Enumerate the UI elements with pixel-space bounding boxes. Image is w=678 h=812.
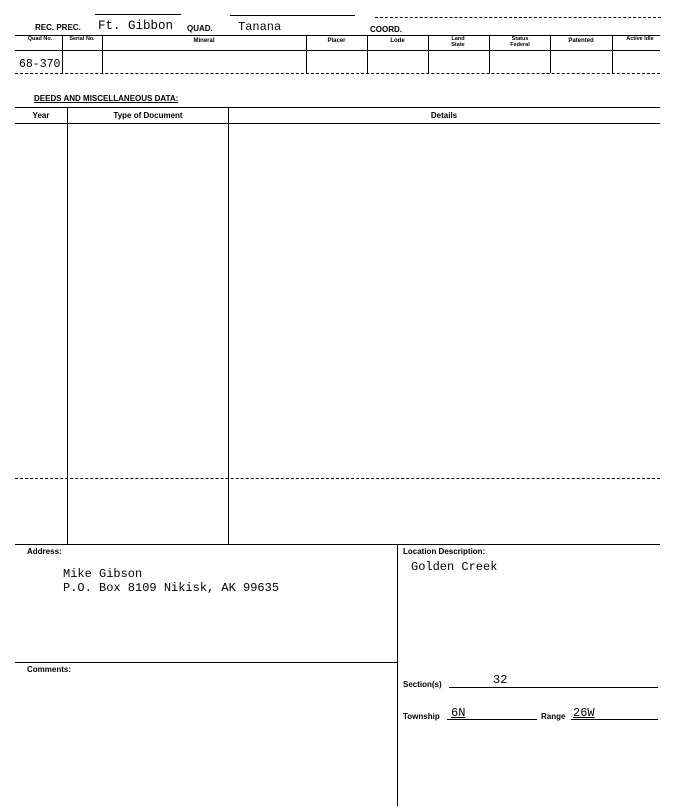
sections-value: 32 [493, 673, 508, 687]
address-line2: P.O. Box 8109 Nikisk, AK 99635 [63, 581, 280, 595]
quad-overline [230, 15, 355, 16]
range-value: 26W [573, 706, 595, 720]
quad-value: Tanana [238, 20, 282, 34]
col-quad-no: Quad No. [27, 36, 53, 42]
col-sep [62, 35, 63, 73]
address-line1: Mike Gibson [63, 567, 143, 581]
rec-prec-label: REC. PREC. [35, 23, 81, 32]
col-sep [102, 35, 103, 73]
col-sep [428, 35, 429, 73]
col-details: Details [430, 111, 458, 120]
rec-prec-value: Ft. Gibbon [98, 19, 174, 33]
bottom-area-top [15, 544, 660, 545]
deeds-header-bottom [15, 123, 660, 124]
comments-top [15, 662, 397, 663]
township-value: 6N [451, 706, 466, 720]
range-label: Range [541, 712, 566, 721]
location-value: Golden Creek [411, 560, 498, 574]
col-year: Year [32, 111, 50, 120]
township-label: Township [403, 712, 440, 721]
col-serial-no: Serial No. [69, 36, 95, 42]
col-lode: Lode [390, 38, 405, 44]
col-patented: Patented [568, 38, 594, 44]
quad-label: QUAD. [187, 24, 213, 33]
sections-label: Section(s) [403, 680, 442, 689]
mineral-table-bottom [15, 73, 660, 74]
sections-underline [449, 687, 658, 688]
col-mineral: Mineral [193, 38, 215, 44]
col-sep [612, 35, 613, 73]
mineral-table-top [15, 35, 660, 36]
address-label: Address: [27, 547, 62, 556]
col-sep [489, 35, 490, 73]
deeds-dashed-divider [15, 478, 660, 479]
bottom-vertical-divider [397, 544, 398, 806]
col-land-state: Land State [451, 36, 465, 48]
coord-label: COORD. [370, 25, 402, 34]
deeds-table-top [15, 107, 660, 108]
rec-prec-overline [95, 14, 181, 15]
col-status-federal: Status Federal [510, 36, 530, 48]
deeds-title: DEEDS AND MISCELLANEOUS DATA: [34, 94, 179, 103]
col-sep [367, 35, 368, 73]
col-sep [550, 35, 551, 73]
location-label: Location Description: [403, 547, 486, 556]
col-sep [306, 35, 307, 73]
col-active-idle: Active Idle [626, 36, 654, 42]
col-type-of-document: Type of Document [113, 111, 183, 120]
coord-overline [375, 17, 661, 18]
quad-no-value: 68-370 [19, 58, 61, 71]
mineral-table-header-bottom [15, 50, 660, 51]
col-placer: Placer [327, 38, 346, 44]
comments-label: Comments: [27, 665, 72, 674]
